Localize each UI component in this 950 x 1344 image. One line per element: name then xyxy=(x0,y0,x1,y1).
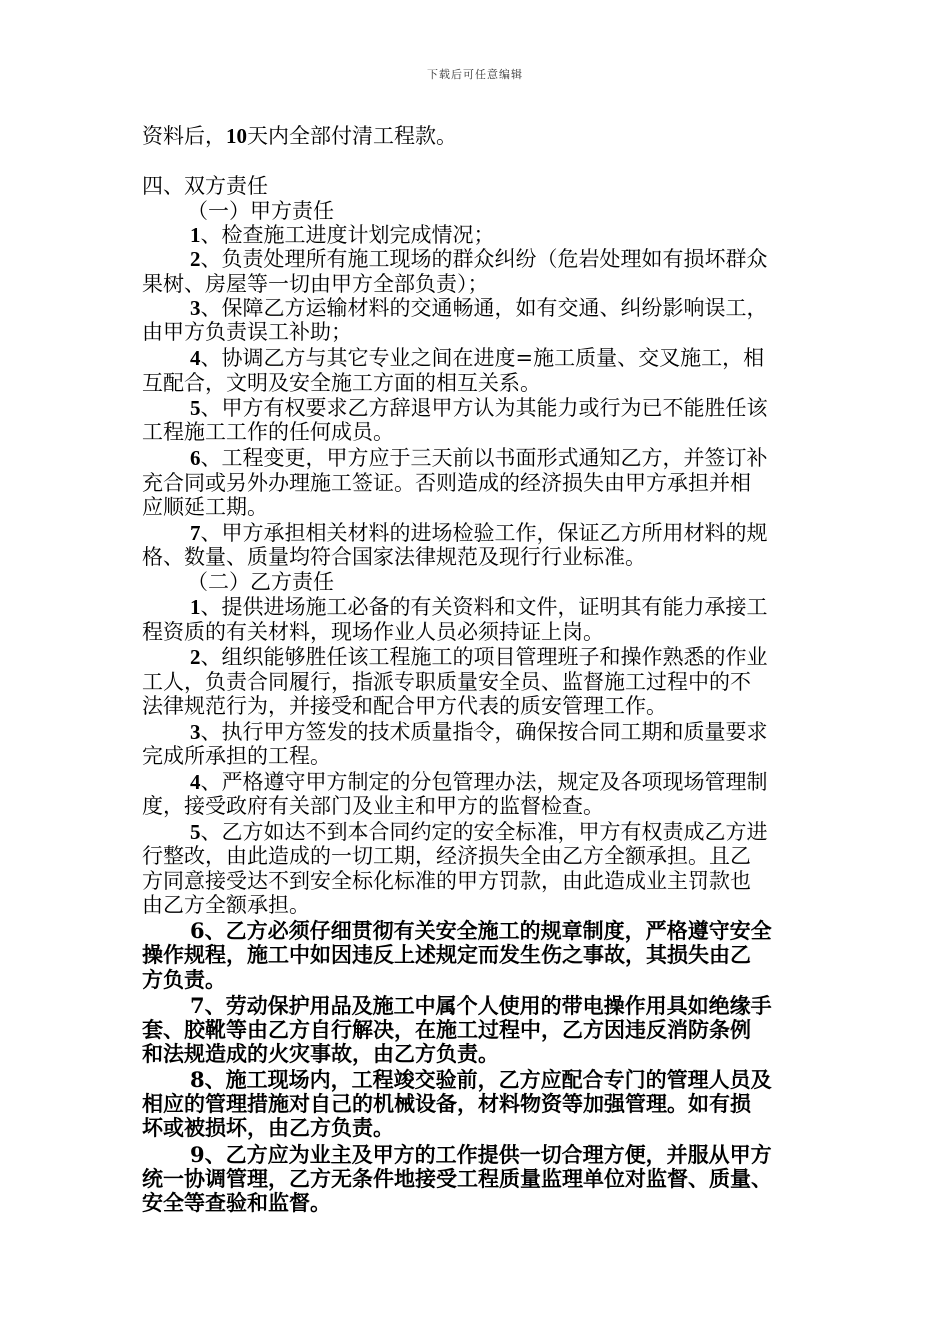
text-line xyxy=(190,595,768,619)
line-text: 方负责。 xyxy=(142,967,226,992)
item-number: 3 xyxy=(190,720,201,744)
line-text: 、工程变更，甲方应于三天前以书面形式通知乙方，并签订补 xyxy=(200,446,768,470)
line-text: 相应的管理措施对自己的机械设备，材料物资等加强管理。如有损 xyxy=(142,1091,751,1116)
line-text: 9、乙方应为业主及甲方的工作提供一切合理方便，并服从甲方 xyxy=(190,1142,772,1167)
text-line xyxy=(142,968,226,992)
text-line xyxy=(142,869,751,893)
line-text: （一）甲方责任 xyxy=(187,199,334,223)
text-line xyxy=(190,296,768,320)
item-number: 2 xyxy=(190,247,201,271)
text-line xyxy=(142,371,541,395)
line-text: 完成所承担的工程。 xyxy=(142,744,331,768)
line-text: 充合同或另外办理施工签证。否则造成的经济损失由甲方承担并相 xyxy=(142,471,751,495)
line-text: 法律规范行为，并接受和配合甲方代表的质安管理工作。 xyxy=(142,694,667,718)
text-line xyxy=(142,272,489,296)
text-line xyxy=(142,744,331,768)
line-text: 、执行甲方签发的技术质量指令，确保按合同工期和质量要求 xyxy=(200,720,768,744)
item-number: 5 xyxy=(190,396,201,420)
line-text: 、负责处理所有施工现场的群众纠纷（危岩处理如有损坏群众 xyxy=(200,247,768,271)
line-text: 、保障乙方运输材料的交通畅通，如有交通、纠纷影响误工， xyxy=(200,296,768,320)
line-text: 应顺延工期。 xyxy=(142,495,268,519)
item-number: 7 xyxy=(190,521,201,545)
line-text: 行整改，由此造成的一切工期，经济损失全由乙方全额承担。且乙 xyxy=(142,844,751,868)
text-line xyxy=(190,1143,772,1167)
line-text: 套、胶靴等由乙方自行解决，在施工过程中，乙方因违反消防条例 xyxy=(142,1017,751,1042)
text-line xyxy=(142,545,646,569)
text-line xyxy=(190,446,768,470)
text-line xyxy=(187,570,334,594)
text-line xyxy=(190,770,768,794)
text-line xyxy=(142,420,394,444)
line-text: 7、劳动保护用品及施工中属个人使用的带电操作用具如绝缘手 xyxy=(190,993,772,1018)
text-line xyxy=(142,495,268,519)
item-number: 6 xyxy=(190,446,201,470)
text-line xyxy=(142,943,751,967)
line-text: 天内全部付清工程款。 xyxy=(247,124,457,148)
line-text: 工程施工工作的任何成员。 xyxy=(142,420,394,444)
text-line xyxy=(142,1191,331,1215)
line-text: 、严格遵守甲方制定的分包管理办法，规定及各项现场管理制 xyxy=(200,770,768,794)
line-text: 、甲方有权要求乙方辞退甲方认为其能力或行为已不能胜任该 xyxy=(200,396,768,420)
text-line xyxy=(190,820,768,844)
text-line xyxy=(142,844,751,868)
text-line xyxy=(142,794,604,818)
line-text: 、乙方如达不到本合同约定的安全标准，甲方有权责成乙方进 xyxy=(200,820,768,844)
line-text: 资料后， xyxy=(142,124,226,148)
text-line xyxy=(142,1042,499,1066)
text-line xyxy=(190,223,495,247)
text-line xyxy=(190,919,772,943)
line-text: 8、施工现场内，工程竣交验前，乙方应配合专门的管理人员及 xyxy=(190,1067,772,1092)
line-text: 安全等查验和监督。 xyxy=(142,1190,331,1215)
line-text: 格、数量、质量均符合国家法律规范及现行行业标准。 xyxy=(142,545,646,569)
line-text: 方同意接受达不到安全标化标准的甲方罚款，由此造成业主罚款也 xyxy=(142,869,751,893)
line-text: 6、乙方必须仔细贯彻有关安全施工的规章制度，严格遵守安全 xyxy=(190,918,772,943)
text-line xyxy=(190,645,768,669)
line-text: （二）乙方责任 xyxy=(187,570,334,594)
text-line xyxy=(187,199,334,223)
item-number: 4 xyxy=(190,346,201,370)
text-line xyxy=(190,1068,772,1092)
text-line xyxy=(142,471,751,495)
line-text: 、组织能够胜任该工程施工的项目管理班子和操作熟悉的作业 xyxy=(200,645,768,669)
item-number: 1 xyxy=(190,595,201,619)
line-text: 程资质的有关材料，现场作业人员必须持证上岗。 xyxy=(142,620,604,644)
line-text: 工人，负责合同履行，指派专职质量安全员、监督施工过程中的不 xyxy=(142,670,751,694)
text-line xyxy=(142,1092,751,1116)
item-number: 1 xyxy=(190,223,201,247)
line-text: 由乙方全额承担。 xyxy=(142,893,310,917)
text-line xyxy=(142,893,310,917)
page-header: 下载后可任意编辑 xyxy=(427,68,523,81)
line-text: 互配合，文明及安全施工方面的相互关系。 xyxy=(142,371,541,395)
line-text: 、协调乙方与其它专业之间在进度=施工质量、交叉施工，相 xyxy=(200,346,765,370)
line-text: 度，接受政府有关部门及业主和甲方的监督检查。 xyxy=(142,794,604,818)
text-line xyxy=(142,174,268,198)
text-line xyxy=(142,620,604,644)
text-line xyxy=(142,124,457,148)
line-text: 、检查施工进度计划完成情况； xyxy=(200,223,495,247)
text-line xyxy=(190,994,772,1018)
text-line xyxy=(190,396,768,420)
item-number: 5 xyxy=(190,820,201,844)
line-text: 四、双方责任 xyxy=(142,174,268,198)
text-line xyxy=(142,670,751,694)
text-line xyxy=(190,247,768,271)
text-line xyxy=(142,1018,751,1042)
line-text: 坏或被损坏，由乙方负责。 xyxy=(142,1115,394,1140)
text-line xyxy=(142,320,352,344)
item-number: 2 xyxy=(190,645,201,669)
text-line xyxy=(142,694,667,718)
text-line xyxy=(190,720,768,744)
line-text: 和法规造成的火灾事故，由乙方负责。 xyxy=(142,1041,499,1066)
item-number: 10 xyxy=(226,124,247,148)
text-line xyxy=(142,1167,772,1191)
line-text: 由甲方负责误工补助； xyxy=(142,320,352,344)
text-line xyxy=(190,346,764,370)
line-text: 操作规程，施工中如因违反上述规定而发生伤之事故，其损失由乙 xyxy=(142,942,751,967)
text-line xyxy=(190,521,768,545)
item-number: 3 xyxy=(190,296,201,320)
line-text: 统一协调管理，乙方无条件地接受工程质量监理单位对监督、质量、 xyxy=(142,1166,772,1191)
line-text: 果树、房屋等一切由甲方全部负责）； xyxy=(142,272,489,296)
line-text: 、提供进场施工必备的有关资料和文件，证明其有能力承接工 xyxy=(200,595,768,619)
item-number: 4 xyxy=(190,770,201,794)
text-line xyxy=(142,1116,394,1140)
line-text: 、甲方承担相关材料的进场检验工作，保证乙方所用材料的规 xyxy=(200,521,768,545)
